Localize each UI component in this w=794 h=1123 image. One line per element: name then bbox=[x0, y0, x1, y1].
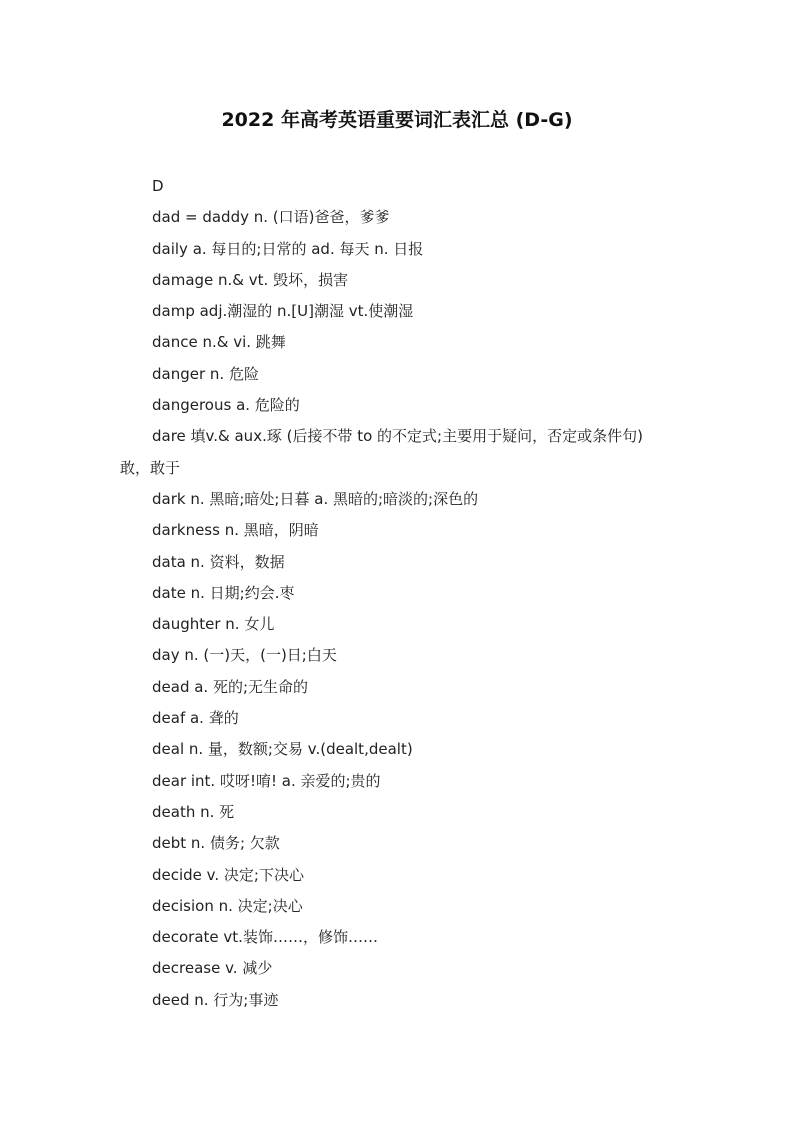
entry-dad: dad = daddy n. (口语)爸爸，爹爹 bbox=[152, 208, 390, 227]
entry-darkness: darkness n. 黑暗，阴暗 bbox=[152, 521, 319, 540]
entry-dark: dark n. 黑暗;暗处;日暮 a. 黑暗的;暗淡的;深色的 bbox=[152, 489, 479, 508]
document-title: 2022 年高考英语重要词汇表汇总 (D-G) bbox=[221, 109, 573, 131]
entry-dare: dare 填v.& aux.琢 (后接不带 to 的不定式;主要用于疑问，否定或条件句) bbox=[152, 427, 643, 446]
entry-decrease: decrease v. 减少 bbox=[152, 959, 273, 978]
entry-daughter: daughter n. 女儿 bbox=[152, 615, 275, 634]
entry-dare-continuation: 敢，敢于 bbox=[120, 458, 181, 477]
vocabulary-list bbox=[120, 174, 712, 1019]
entry-danger: danger n. 危险 bbox=[152, 364, 259, 383]
entry-damage: damage n.& vt. 毁坏，损害 bbox=[152, 270, 349, 289]
entry-data: data n. 资料，数据 bbox=[152, 552, 285, 571]
section-letter: D bbox=[152, 177, 164, 195]
entry-decision: decision n. 决定;决心 bbox=[152, 896, 303, 915]
entry-dance: dance n.& vi. 跳舞 bbox=[152, 333, 286, 352]
entry-dear: dear int. 哎呀!唷! a. 亲爱的;贵的 bbox=[152, 771, 381, 790]
entry-death: death n. 死 bbox=[152, 802, 235, 821]
entry-dangerous: dangerous a. 危险的 bbox=[152, 396, 300, 415]
entry-date: date n. 日期;约会.枣 bbox=[152, 583, 295, 602]
entry-day: day n. (一)天，(一)日;白天 bbox=[152, 646, 337, 665]
entry-debt: debt n. 债务; 欠款 bbox=[152, 834, 280, 853]
entry-dead: dead a. 死的;无生命的 bbox=[152, 677, 309, 696]
entry-deed: deed n. 行为;事迹 bbox=[152, 990, 279, 1009]
entry-decide: decide v. 决定;下决心 bbox=[152, 865, 304, 884]
entry-damp: damp adj.潮湿的 n.[U]潮湿 vt.使潮湿 bbox=[152, 302, 414, 321]
entry-deal: deal n. 量，数额;交易 v.(dealt,dealt) bbox=[152, 740, 413, 759]
entry-deaf: deaf a. 聋的 bbox=[152, 709, 239, 728]
entry-decorate: decorate vt.装饰……，修饰…… bbox=[152, 928, 378, 947]
entry-daily: daily a. 每日的;日常的 ad. 每天 n. 日报 bbox=[152, 239, 424, 258]
